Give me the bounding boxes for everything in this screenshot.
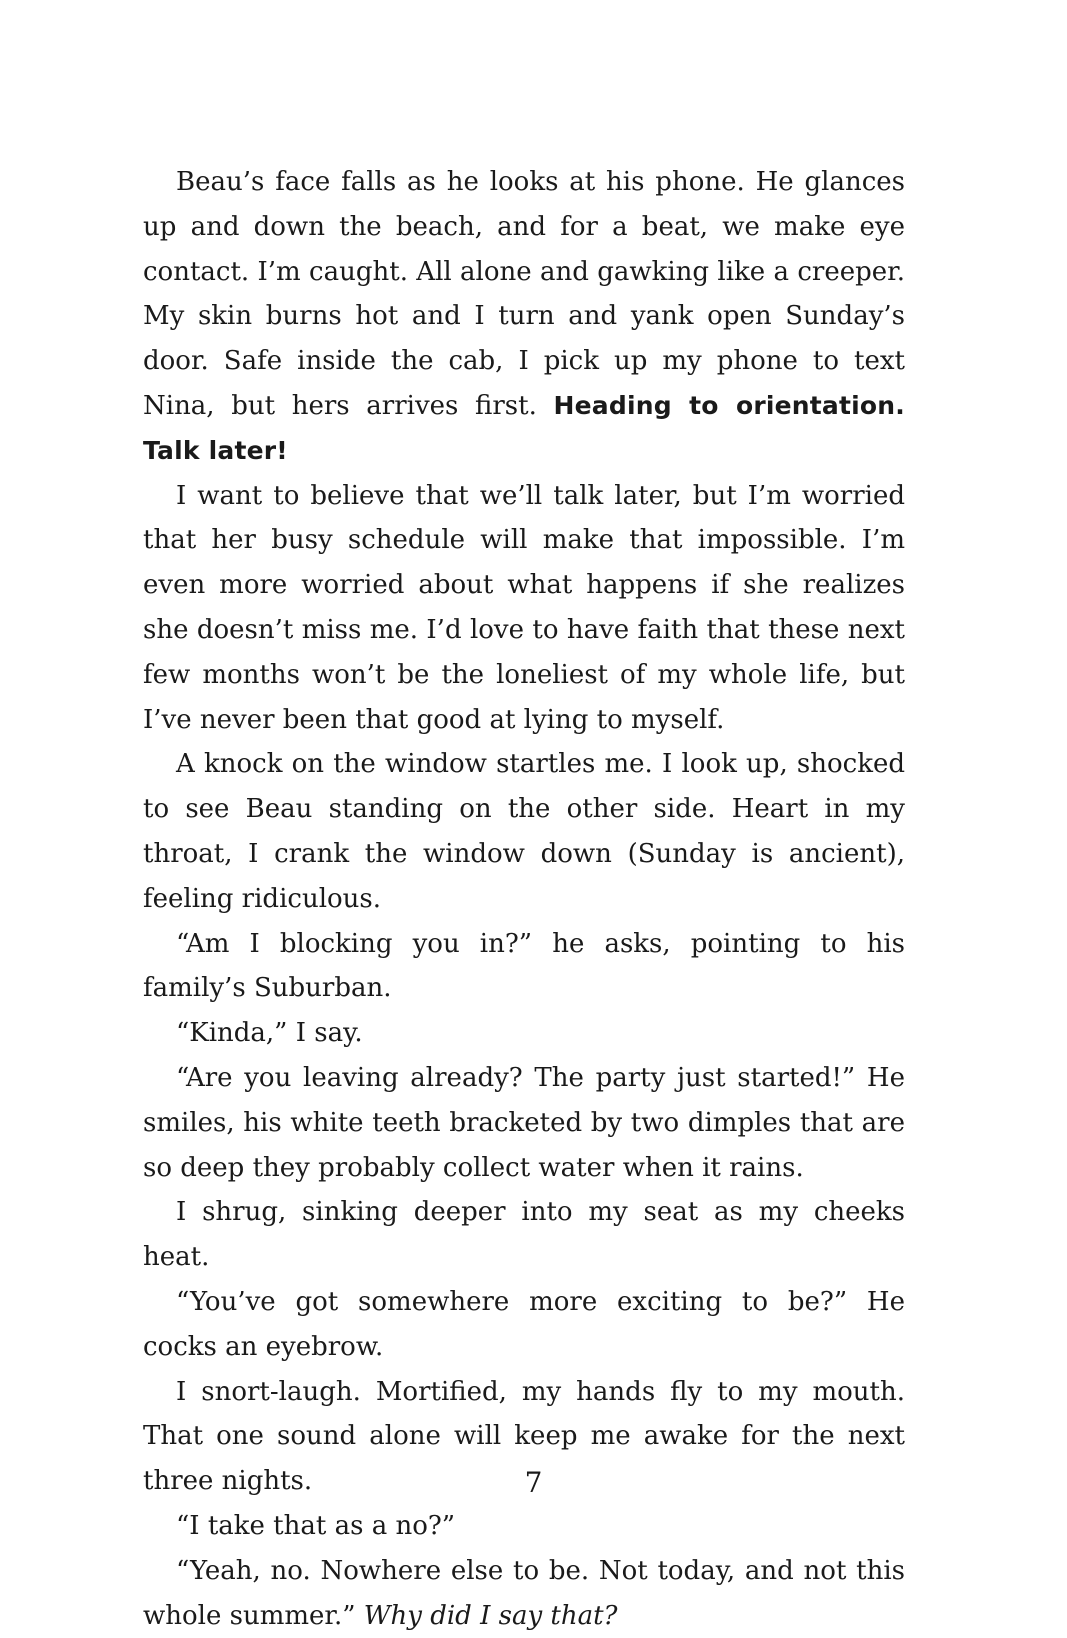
paragraph-1 [143, 160, 905, 474]
paragraph-7 [143, 1190, 905, 1280]
inner-thought: Why did I say that? [363, 1600, 618, 1631]
paragraph-7-text: I shrug, sinking deeper into my seat as my cheeks heat. [143, 1197, 905, 1273]
paragraph-4 [143, 922, 905, 1012]
body-text [143, 160, 905, 1638]
text-message: Heading to orientation. Talk later! [143, 390, 905, 465]
paragraph-5-text: “Kinda,” I say. [176, 1018, 363, 1049]
paragraph-8-text: “You’ve got somewhere more exciting to be?” He cocks an eyebrow. [143, 1286, 905, 1362]
paragraph-6-text: “Are you leaving already? The party just started!” He smiles, his white teeth bracketed by two dimples that are so deep they probably collect water when it rains. [143, 1062, 905, 1183]
paragraph-10 [143, 1504, 905, 1549]
paragraph-9-text: I snort-laugh. Mortified, my hands fly to my mouth. That one sound alone will keep me awake for the next three nights. [143, 1376, 905, 1497]
page-number: 7 [524, 1466, 543, 1499]
paragraph-3 [143, 742, 905, 921]
paragraph-8 [143, 1280, 905, 1370]
paragraph-11 [143, 1549, 905, 1638]
paragraph-2-text: I want to believe that we’ll talk later, but I’m worried that her busy schedule will make that impossible. I’m even more worried about what happens if she realizes she doesn’t miss me. I’d love to have faith that these next few months won’t be the loneliest of my whole life, but I’ve never been that good at lying to myself. [143, 480, 905, 735]
paragraph-11-text: “Yeah, no. Nowhere else to be. Not today, and not this whole summer.” [143, 1555, 905, 1631]
paragraph-5 [143, 1011, 905, 1056]
paragraph-4-text: “Am I blocking you in?” he asks, pointing to his family’s Suburban. [143, 928, 905, 1004]
paragraph-10-text: “I take that as a no?” [176, 1510, 456, 1541]
paragraph-2 [143, 474, 905, 743]
paragraph-3-text: A knock on the window startles me. I look up, shocked to see Beau standing on the other side. Heart in my throat, I crank the window down (Sunday is ancient), feeling ridiculous. [143, 749, 905, 914]
paragraph-6 [143, 1056, 905, 1190]
paragraph-1-text: Beau’s face falls as he looks at his phone. He glances up and down the beach, and for a beat, we make eye contact. I’m caught. All alone and gawking like a creeper. My skin burns hot and I turn and yank open Sunday’s door. Safe inside the cab, I pick up my phone to text Nina, but hers arrives first. [143, 167, 905, 421]
